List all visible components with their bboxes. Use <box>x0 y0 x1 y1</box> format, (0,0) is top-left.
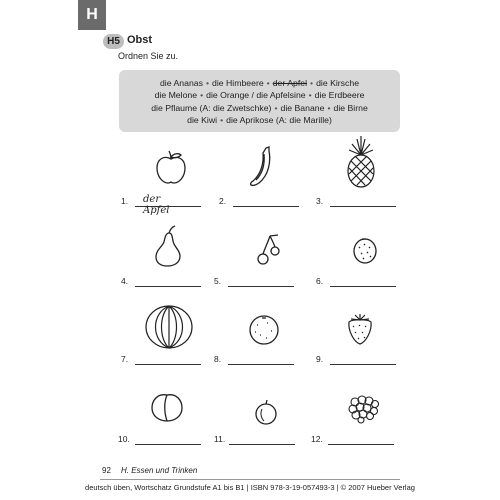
word: die Kiwi <box>187 115 218 126</box>
word: die Banane <box>280 102 325 113</box>
exercise-id: H5 <box>107 36 120 47</box>
pineapple-icon <box>343 135 379 189</box>
strawberry-icon <box>344 312 376 346</box>
answer-line[interactable] <box>135 444 201 445</box>
separator: • <box>327 102 331 113</box>
item-number: 12. <box>311 434 323 444</box>
word: die Aprikose (A: die Marille) <box>226 115 332 126</box>
item-number: 7. <box>121 354 129 364</box>
kiwi-icon <box>350 235 380 265</box>
separator: • <box>310 78 314 88</box>
answer-line[interactable] <box>229 444 295 445</box>
item-number: 4. <box>121 276 129 286</box>
melon-icon <box>142 303 196 351</box>
apricot-icon <box>149 390 185 424</box>
answer-line[interactable] <box>328 444 394 445</box>
orange-icon <box>247 313 281 347</box>
item-number: 3. <box>316 196 324 206</box>
answer-line[interactable] <box>135 364 201 365</box>
word: die Melone <box>154 90 198 101</box>
word-bank <box>119 70 400 132</box>
word-bank-line-2 <box>125 89 394 101</box>
word: die Pflaume (A: die Zwetschke) <box>151 102 272 113</box>
exercise-badge <box>103 34 124 49</box>
item-number: 10. <box>118 434 130 444</box>
separator: • <box>266 78 270 88</box>
answer-line[interactable] <box>228 364 294 365</box>
word-bank-line-1 <box>125 77 394 89</box>
item-number: 11. <box>214 434 226 444</box>
plum-icon <box>253 398 279 426</box>
word-used: der Apfel <box>272 78 308 88</box>
word-bank-line-3 <box>125 102 394 114</box>
answer-line[interactable] <box>228 286 294 287</box>
item-number: 2. <box>219 196 227 206</box>
banana-icon <box>247 145 277 189</box>
word-bank-line-4 <box>125 114 394 126</box>
cherry-icon <box>254 234 282 266</box>
answer-text[interactable]: der Apfel <box>143 194 170 216</box>
answer-line[interactable] <box>330 364 396 365</box>
word: die Orange / die Apfelsine <box>206 90 306 101</box>
separator: • <box>274 102 278 113</box>
item-number: 6. <box>316 276 324 286</box>
answer-line[interactable] <box>330 286 396 287</box>
word: die Erdbeere <box>314 90 365 101</box>
exercise-instruction: Ordnen Sie zu. <box>118 51 179 61</box>
word: die Kirsche <box>316 78 360 88</box>
apple-icon <box>154 150 188 186</box>
separator: • <box>205 78 209 88</box>
separator: • <box>220 115 224 126</box>
page-number: 92 <box>102 466 111 475</box>
separator: • <box>308 90 312 101</box>
section-tab <box>78 0 106 30</box>
item-number: 9. <box>316 354 324 364</box>
word: die Himbeere <box>212 78 264 88</box>
section-letter: H <box>86 6 98 23</box>
item-number: 1. <box>121 196 129 206</box>
pear-icon <box>153 225 183 267</box>
footer-divider <box>100 479 400 480</box>
answer-line[interactable] <box>135 286 201 287</box>
item-number: 8. <box>214 354 222 364</box>
chapter-title: H. Essen und Trinken <box>121 466 198 475</box>
answer-line[interactable] <box>330 206 396 207</box>
answer-line[interactable] <box>233 206 299 207</box>
exercise-title: Obst <box>127 34 153 46</box>
word: die Birne <box>333 102 368 113</box>
raspberry-icon <box>347 392 381 424</box>
footer-citation: deutsch üben, Wortschatz Grundstufe A1 bis B1 | ISBN 978-3-19-057493-3 | © 2007 Hueber Verlag <box>85 483 415 492</box>
separator: • <box>200 90 204 101</box>
word: die Ananas <box>159 78 203 88</box>
item-number: 5. <box>214 276 222 286</box>
